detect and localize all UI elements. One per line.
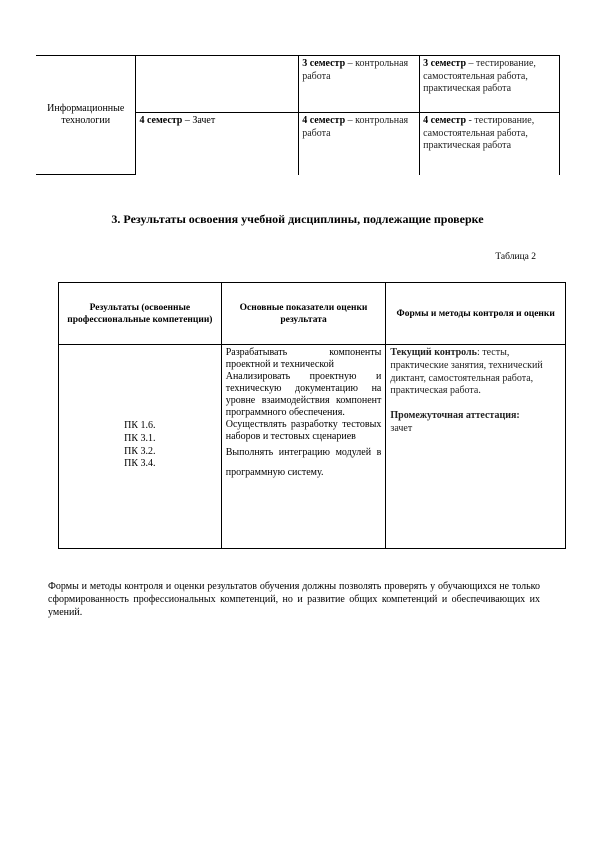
table-cell	[299, 113, 420, 175]
section-heading: 3. Результаты освоения учебной дисциплины, подлежащие проверке	[111, 212, 484, 226]
table-cell	[420, 56, 560, 113]
indicators-cell	[221, 345, 386, 549]
interim-assessment-text: зачет	[390, 422, 413, 434]
semester-label: 3 семестр	[302, 58, 346, 69]
column-header: Формы и методы контроля и оценки	[386, 283, 566, 345]
indicator-text: Выполнять интеграцию модулей в программную систему.	[225, 447, 382, 478]
column-header: Основные показатели оценки результата	[221, 283, 386, 345]
interim-assessment-label: Промежуточная аттестация:	[390, 410, 520, 422]
table-header-row	[59, 283, 566, 345]
discipline-name-cell	[36, 56, 136, 175]
competency-codes-cell	[59, 345, 222, 549]
closing-paragraph: Формы и методы контроля и оценки результатов обучения должны позволять проверять у обучающихся не только сформированность профессиональных компетенций, но и развитие общих компетенций и обеспечивающих их умений.	[48, 581, 540, 618]
table-cell	[420, 113, 560, 175]
semester-label: 4 семестр	[423, 115, 466, 126]
control-forms-cell	[386, 345, 566, 549]
results-table	[58, 282, 566, 549]
indicator-text: Анализировать проектную и техническую документацию на уровне взаимодействия компонент программного обеспечения.	[225, 371, 382, 418]
semester-label: 4 семестр	[139, 115, 183, 126]
competency-code: ПК 1.6.	[124, 419, 156, 431]
column-header: Результаты (освоенные профессиональные компетенции)	[59, 283, 222, 345]
current-control	[390, 347, 561, 398]
semester-label: 4 семестр	[302, 115, 346, 126]
semester-label: 3 семестр	[423, 58, 466, 69]
indicator-text: Осуществлять разработку тестовых наборов и тестовых сценариев	[225, 419, 382, 442]
cell-text: – контрольная работа	[302, 58, 409, 82]
competency-code: ПК 3.4.	[124, 458, 156, 470]
table-cell	[299, 56, 420, 113]
competency-code: ПК 3.1.	[124, 432, 156, 444]
cell-text: – тестирование, самостоятельная работа, практическая работа	[423, 58, 536, 94]
indicator-text: Разрабатывать компоненты проектной и технической	[225, 347, 382, 370]
table-row	[36, 56, 560, 113]
interim-assessment	[390, 410, 561, 436]
table-cell	[136, 56, 299, 113]
table-row	[59, 345, 566, 549]
cell-text: – Зачет	[182, 115, 216, 126]
assessment-table-continued	[36, 55, 560, 175]
current-control-label: Текущий контроль	[390, 347, 477, 358]
table-caption: Таблица 2	[495, 252, 536, 262]
current-control-text: : тесты, практические занятия, технический диктант, самостоятельная работа, практическая работа.	[390, 347, 543, 397]
discipline-name: Информационные технологии	[47, 102, 125, 126]
table-cell	[136, 113, 299, 175]
cell-text: - тестирование, самостоятельная работа, практическая работа	[423, 115, 535, 151]
cell-text: – контрольная работа	[302, 115, 409, 139]
competency-code: ПК 3.2.	[124, 445, 156, 457]
